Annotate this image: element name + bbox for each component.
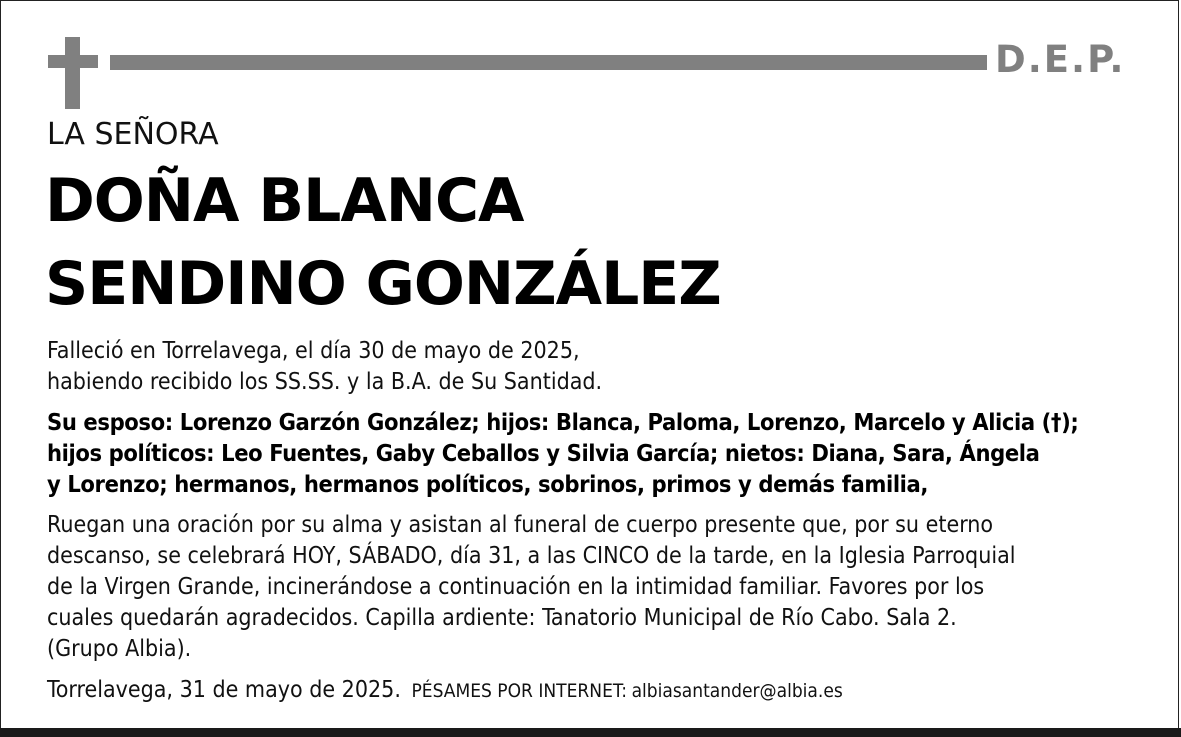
header-rule: [110, 55, 987, 70]
footer: [47, 677, 843, 703]
cross-horizontal-beam: [48, 55, 98, 68]
cross-icon: [48, 37, 98, 109]
family-line: Su esposo: Lorenzo Garzón González; hijos: Blanca, Paloma, Lorenzo, Marcelo y Alicia (†);: [47, 408, 1079, 436]
funeral-line: cuales quedarán agradecidos. Capilla ardiente: Tanatorio Municipal de Río Cabo. Sala 2.: [47, 605, 957, 631]
death-notice-line: habiendo recibido los SS.SS. y la B.A. de Su Santidad.: [47, 369, 603, 395]
place-date: Torrelavega, 31 de mayo de 2025.: [47, 677, 401, 703]
family-line: hijos políticos: Leo Fuentes, Gaby Ceballos y Silvia García; nietos: Diana, Sara, Ángela: [47, 439, 1040, 467]
dep-label: D.E.P.: [995, 38, 1126, 81]
funeral-details: [47, 510, 1157, 665]
death-notice: [47, 336, 1157, 398]
honorific: LA SEÑORA: [47, 117, 219, 152]
funeral-line: Ruegan una oración por su alma y asistan al funeral de cuerpo presente que, por su eterno: [47, 512, 994, 538]
death-notice-line: Falleció en Torrelavega, el día 30 de mayo de 2025,: [47, 338, 580, 364]
deceased-name-line-2: SENDINO GONZÁLEZ: [45, 249, 721, 319]
funeral-line: (Grupo Albia).: [47, 636, 192, 662]
funeral-line: descanso, se celebrará HOY, SÁBADO, día 31, a las CINCO de la tarde, en la Iglesia Parroquial: [47, 543, 1016, 569]
deceased-name-line-1: DOÑA BLANCA: [45, 166, 524, 236]
condolences-email-link[interactable]: albiasantander@albia.es: [631, 680, 843, 702]
condolences-label: PÉSAMES POR INTERNET:: [411, 680, 627, 702]
funeral-line: de la Virgen Grande, incinerándose a continuación en la intimidad familiar. Favores por los: [47, 574, 985, 600]
family-list: [47, 407, 1157, 500]
bottom-border: [0, 728, 1181, 737]
cross-vertical-beam: [65, 37, 80, 109]
family-line: y Lorenzo; hermanos, hermanos políticos, sobrinos, primos y demás familia,: [47, 470, 928, 498]
